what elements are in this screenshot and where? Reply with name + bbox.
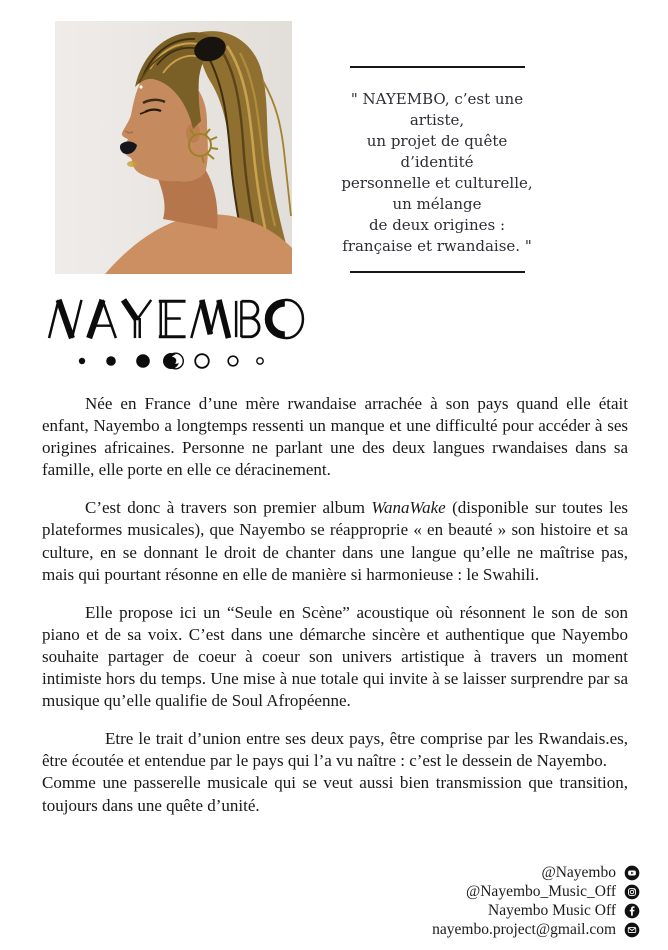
quote-line: française et rwandaise. " xyxy=(342,237,532,255)
bio-paragraph-1: Née en France d’une mère rwandaise arrachée à son pays quand elle était enfant, Nayembo a longtemps ressenti un manque et une difficulté pour accéder à ses origines africaines. Personne ne parlant une des deux langues rwandaises dans sa famille, elle porte en elle ce déracinement. xyxy=(42,394,628,480)
email-icon xyxy=(624,922,640,938)
album-title: WanaWake xyxy=(371,498,446,518)
quote-line: un mélange xyxy=(392,195,482,213)
quote-line: un projet de quête d’identité xyxy=(366,132,508,171)
social-row-email[interactable] xyxy=(432,920,640,939)
quote-line: personnelle et culturelle, xyxy=(341,174,533,192)
social-links xyxy=(432,864,640,939)
facebook-handle: Nayembo Music Off xyxy=(488,901,616,919)
bio-paragraph-4a: Etre le trait d’union entre ses deux pays, être comprise par les Rwandais.es, être écoutée et entendue par le pays qui l’a vu naître : c’est le dessein de Nayembo. xyxy=(42,729,628,771)
instagram-icon xyxy=(624,884,640,900)
intro-quote xyxy=(330,66,544,273)
social-row-youtube[interactable] xyxy=(432,864,640,883)
moon-phases-divider xyxy=(72,351,267,376)
bio-text xyxy=(42,393,628,817)
moon-phase-dots-icon xyxy=(72,351,267,371)
artist-photo xyxy=(55,21,292,274)
facebook-icon xyxy=(624,903,640,919)
bio-paragraph-4b: Comme une passerelle musicale qui se veut aussi bien transmission que transition, toujours dans une quête d’unité. xyxy=(42,773,628,815)
quote-line: " NAYEMBO, c’est une artiste, xyxy=(350,90,524,129)
quote-line: de deux origines : xyxy=(368,216,506,234)
bio-p2-pre: C’est donc à travers son premier album xyxy=(85,498,372,518)
bio-paragraph-2 xyxy=(42,497,628,585)
quote-bottom-rule xyxy=(350,271,525,273)
youtube-icon xyxy=(624,865,640,881)
bio-paragraph-3: Elle propose ici un “Seule en Scène” acoustique où résonnent le son de son piano et de sa voix. C’est dans une démarche sincère et authentique que Nayembo souhaite partager de coeur à coeur son univers artistique à travers un moment intimiste hors du temps. Une mise à nue totale qui invite à se laisser surprendre par sa musique qu’elle qualifie de Soul Afropéenne. xyxy=(42,602,628,711)
bio-p2-post: (disponible sur toutes les plateformes musicales), que Nayembo se réapproprie « en beauté » son histoire et sa culture, en se donnant le droit de chanter dans une langue qu’elle ne maîtrise pas, mais qui pourtant résonne en elle de manière si harmonieuse : le Swahili. xyxy=(42,498,628,584)
nayembo-logo xyxy=(45,298,307,345)
instagram-handle: @Nayembo_Music_Off xyxy=(465,883,616,901)
social-row-facebook[interactable] xyxy=(432,902,640,921)
social-row-instagram[interactable] xyxy=(432,883,640,902)
quote-top-rule xyxy=(350,66,525,68)
nayembo-wordmark xyxy=(45,298,307,340)
email-address: nayembo.project@gmail.com xyxy=(432,920,616,938)
youtube-handle: @Nayembo xyxy=(541,864,616,882)
artist-photo-illustration xyxy=(55,21,292,274)
